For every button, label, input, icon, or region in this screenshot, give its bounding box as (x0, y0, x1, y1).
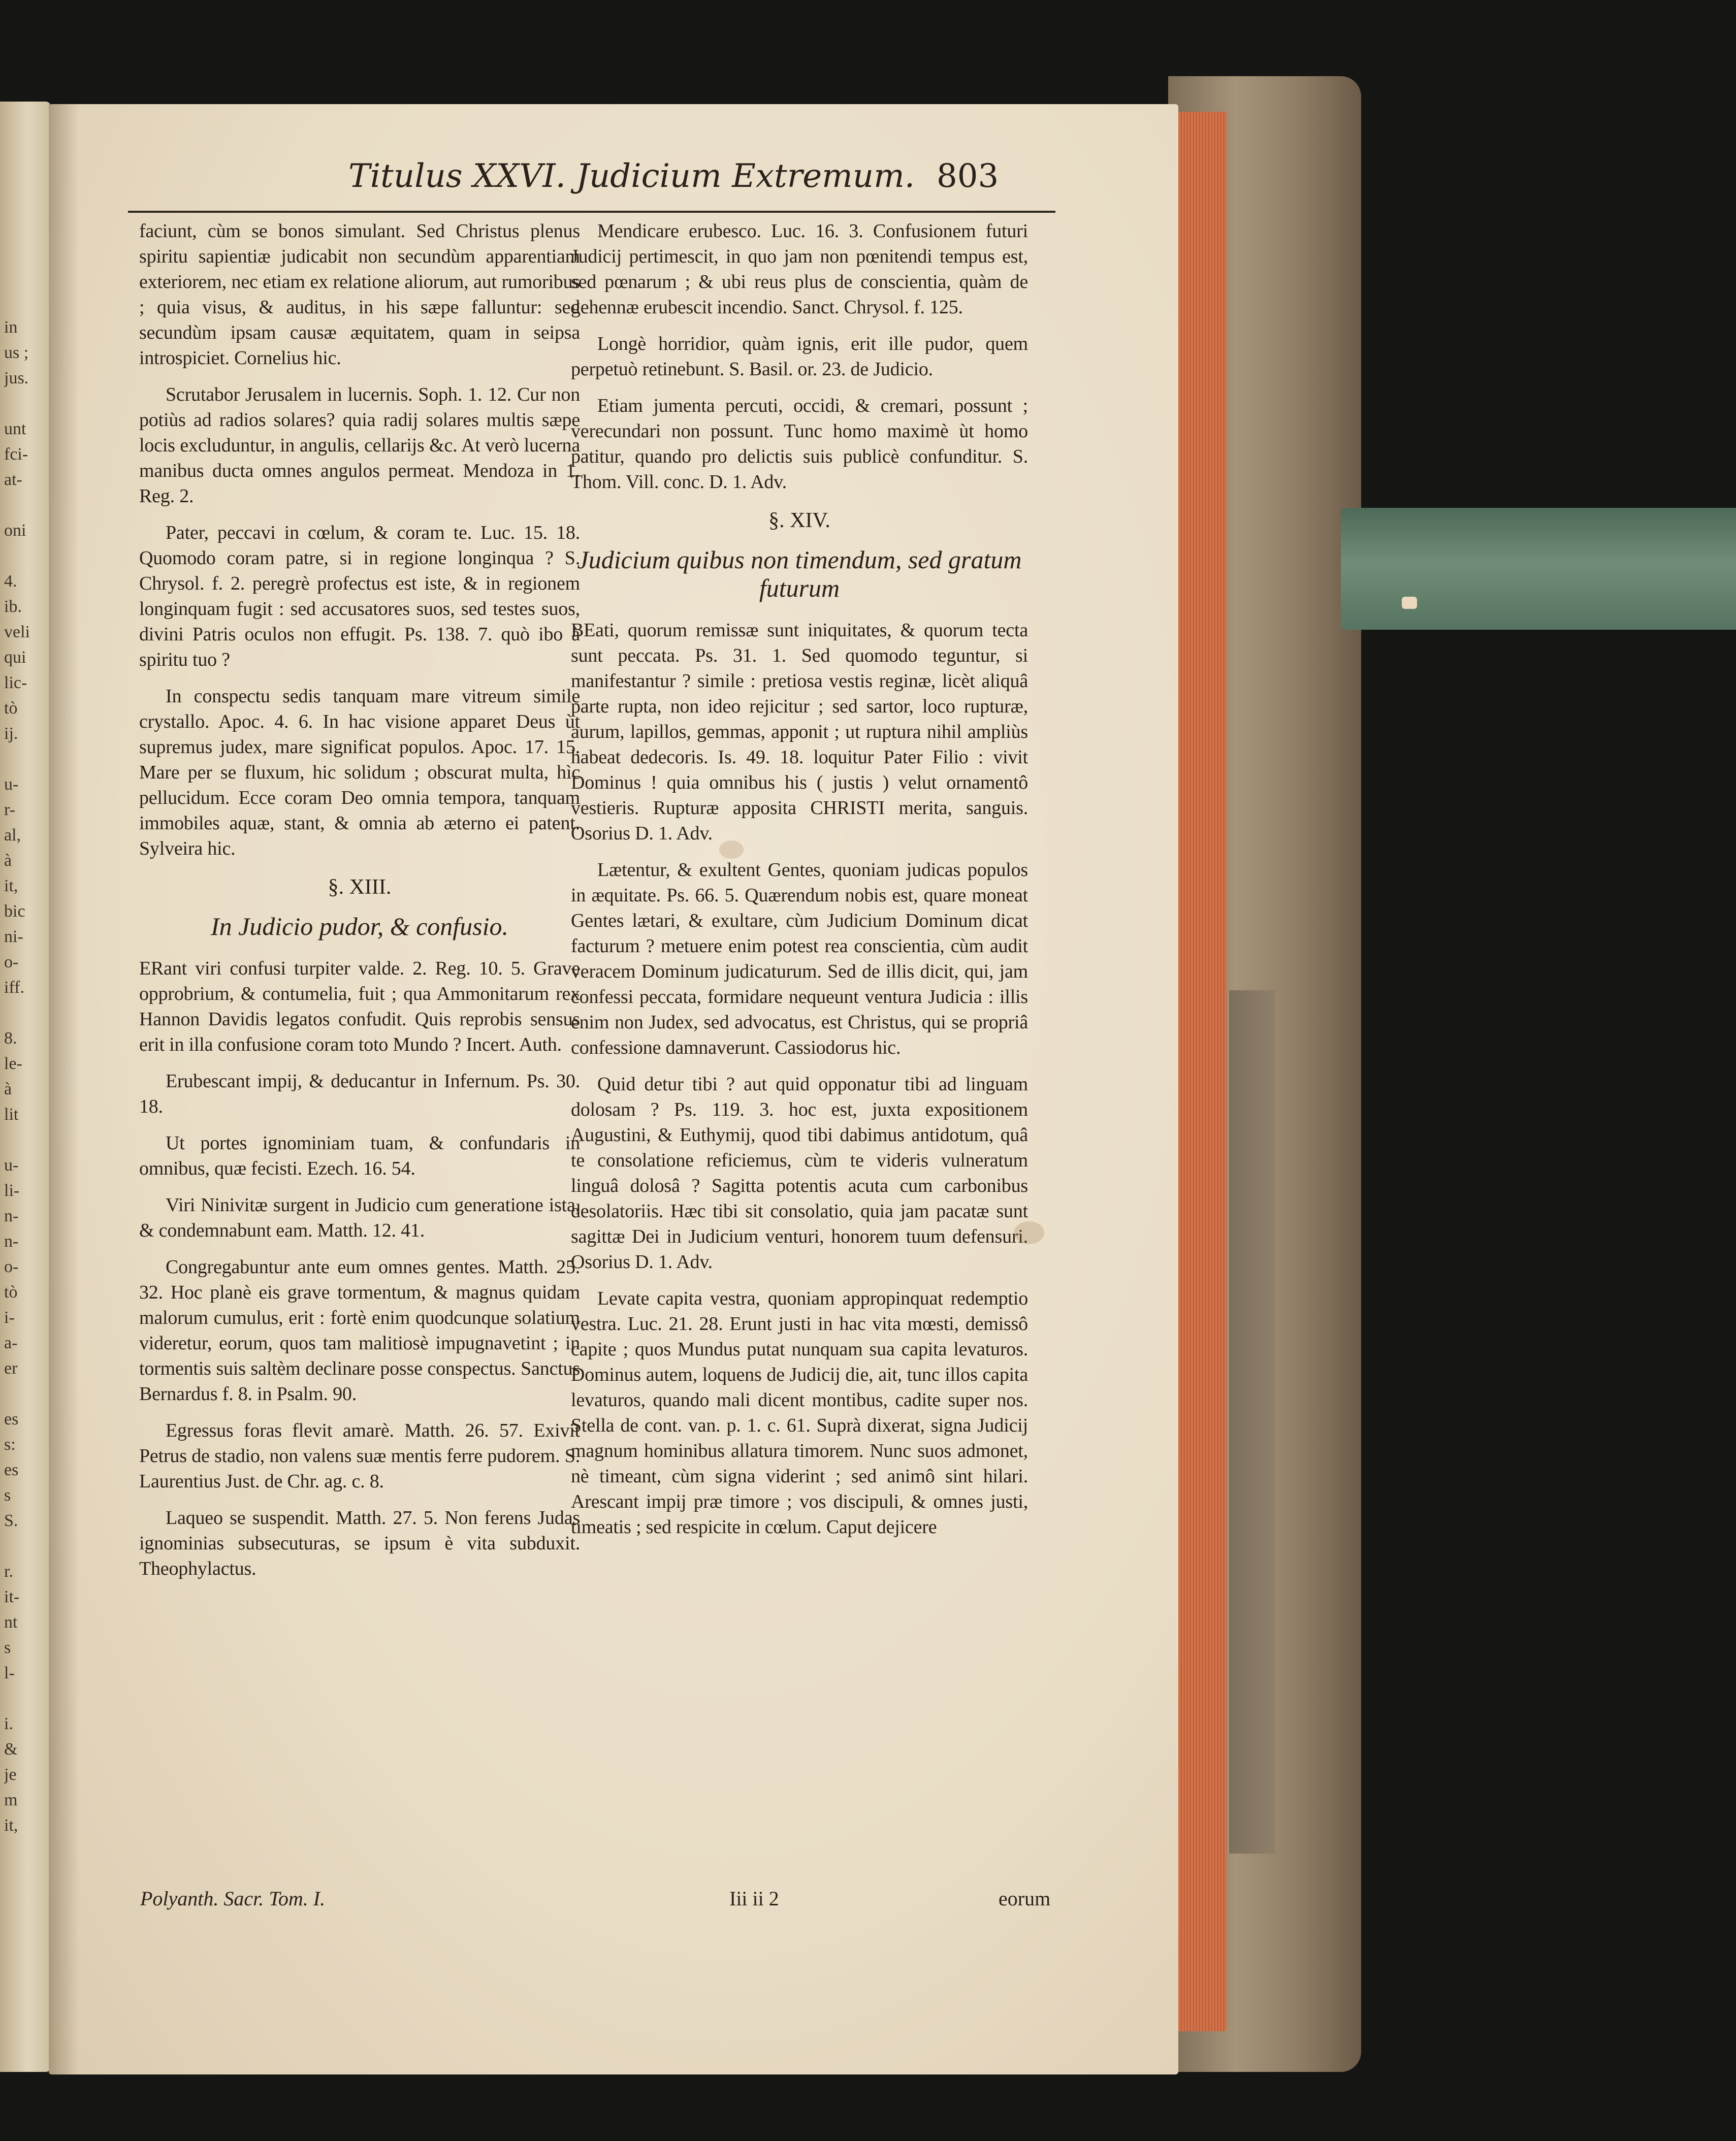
page-number: 803 (937, 157, 999, 195)
running-title: Titulus XXVI. Judicium Extremum. (348, 157, 915, 195)
paragraph: Pater, peccavi in cœlum, & coram te. Luc. 15. 18. Quomodo coram patre, si in regione longinqua ? S. Chrysol. f. 2. peregrè profectus est iste, & in regionem longinquam fugit : sed accusatores suos, sed testes suos, divini Patris oculos non effugit. Ps. 138. 7. quò ibo à spiritu tuo ? (139, 522, 580, 670)
margin-fragment (4, 1534, 45, 1559)
margin-fragment: i. (4, 1714, 13, 1733)
right-column (571, 218, 1028, 1551)
paragraph: Ut portes ignominiam tuam, & confundaris in omnibus, quæ fecisti. Ezech. 16. 54. (139, 1132, 580, 1179)
margin-fragment: at- (4, 470, 22, 489)
margin-fragment: it, (4, 877, 18, 895)
paragraph: faciunt, cùm se bonos simulant. Sed Christus plenus spiritu sapientiæ judicabit non secundùm apparentiam exteriorem, nec etiam ex relatione aliorum, aut rumoribus ; quia visus, & auditus, in his sæpe falluntur: sed secundùm ipsam causæ æquitatem, quam in seipsa introspiciet. Cornelius hic. (139, 220, 580, 369)
margin-fragment: u- (4, 775, 19, 794)
margin-fragment: it, (4, 1816, 18, 1835)
margin-fragment: es (4, 1461, 19, 1479)
paragraph: ERant viri confusi turpiter valde. 2. Reg. 10. 5. Grave opprobrium, & contumelia, fuit ; qua Ammonitarum rex Hannon Davidis legatos confudit. Quis reprobis sensus erit in illa confusione coram toto Mundo ? Incert. Auth. (139, 958, 580, 1055)
margin-fragment: o- (4, 1257, 19, 1276)
margin-fragment (4, 1686, 45, 1711)
paragraph: BEati, quorum remissæ sunt iniquitates, & quorum tecta sunt peccata. Ps. 31. 1. Sed quomodo teguntur, si manifestantur ? simile : pretiosa vestis reginæ, licèt aliquâ parte rupta, non ideo rejicitur ; sed sartor, loco rupturæ, aurum, lapillos, gemmas, apponit ; ut ruptura nihil ampliùs habeat dedecoris. Is. 49. 18. loquitur Pater Filio : vivit Dominus ! quia omnibus his ( justis ) velut ornamentô vestieris. Rupturæ apposita CHRISTI merita, sanguis. Osorius D. 1. Adv. (571, 620, 1028, 844)
margin-fragment: us ; (4, 343, 29, 362)
margin-fragment: veli (4, 623, 30, 641)
margin-fragment (4, 1381, 45, 1407)
margin-fragment: oni (4, 521, 26, 540)
margin-fragment: er (4, 1359, 18, 1378)
margin-fragment: à (4, 1080, 12, 1098)
margin-fragment: n- (4, 1232, 19, 1251)
margin-fragment: lit (4, 1105, 19, 1124)
catchword: eorum (999, 1887, 1051, 1910)
paragraph: In conspectu sedis tanquam mare vitreum simile crystallo. Apoc. 4. 6. In hac visione apparet Deus ùt supremus judex, mare significat populos. Apoc. 17. 15. Mare per se fluxum, hic solidum ; obscurat multa, hìc pellucidum. Ecce coram Deo omnia tempora, tanquam immobiles aquæ, stant, & omnia ab æterno ei patent. Sylveira hic. (139, 686, 580, 859)
book-page (49, 104, 1178, 2074)
margin-fragment: in (4, 318, 18, 337)
margin-fragment: l- (4, 1664, 15, 1682)
margin-fragment: ij. (4, 724, 18, 743)
margin-fragment: s (4, 1638, 11, 1657)
margin-fragment: & (4, 1740, 18, 1759)
margin-fragment: unt (4, 419, 26, 438)
margin-fragment: s: (4, 1435, 16, 1454)
margin-fragment: iff. (4, 978, 24, 997)
margin-fragment (4, 543, 45, 569)
paragraph: Levate capita vestra, quoniam appropinquat redemptio vestra. Luc. 21. 28. Erunt justi in hac vita mœsti, demissô capite ; quos Mundus putat nunquam sua capita levaturos. Dominus autem, loquens de Judicij die, ait, tunc illos capita levaturos, quando mali dicent montibus, cadite super nos. Stella de cont. van. p. 1. c. 61. Suprà dixerat, signa Judicij magnum hominibus allatura timorem. Nunc suos admonet, nè timeant, cùm signa viderint ; sed animô sint hilari. Arescant impij præ timore ; vos discipuli, & omnes justi, timeatis ; sed respicite in cœlum. Caput dejicere (571, 1288, 1028, 1538)
margin-fragment: tò (4, 1283, 18, 1302)
footer-signature: Polyanth. Sacr. Tom. I. (140, 1887, 326, 1910)
margin-fragment: ni- (4, 927, 23, 946)
margin-fragment: a- (4, 1334, 18, 1352)
margin-fragment: nt (4, 1613, 18, 1632)
margin-fragment: r. (4, 1562, 13, 1581)
margin-fragment: ib. (4, 597, 22, 616)
margin-fragment: al, (4, 826, 21, 845)
margin-fragment (4, 747, 45, 772)
gathering-mark: Iii ii 2 (729, 1887, 779, 1910)
header-rule (128, 211, 1055, 213)
section-title: Judicium quibus non timendum, sed gratum futurum (577, 545, 1022, 602)
paragraph: Congregabuntur ante eum omnes gentes. Matth. 25. 32. Hoc planè eis grave tormentum, & magnus quidam malorum cumulus, erit : fortè enim quodcunque solatium videretur, eorum, quos tam malitiosè impugnavetint ; in tormentis suis saltèm declinare posse conspectus. Sanctus Bernardus f. 8. in Psalm. 90. (139, 1256, 580, 1405)
clasp-strap (1341, 508, 1736, 630)
margin-fragment: le- (4, 1054, 22, 1073)
margin-fragment: 8. (4, 1029, 17, 1048)
margin-fragment (4, 391, 45, 416)
previous-page-fragments (4, 315, 45, 1838)
paragraph: Longè horridior, quàm ignis, erit ille pudor, quem perpetuò retinebunt. S. Basil. or. 23. de Judicio. (571, 333, 1028, 380)
margin-fragment: es (4, 1410, 19, 1429)
section-heading: §. XIII. (328, 875, 392, 899)
foxing-stain (719, 840, 744, 859)
paragraph: Etiam jumenta percuti, occidi, & cremari, possunt ; verecundari non possunt. Tunc homo maximè ùt homo patitur, quando pro delictis suis publicè confunditur. S. Thom. Vill. conc. D. 1. Adv. (571, 395, 1028, 493)
clasp-rivet (1402, 597, 1417, 609)
paragraph: Erubescant impij, & deducantur in Infernum. Ps. 30. 18. (139, 1070, 580, 1117)
margin-fragment: qui (4, 648, 26, 667)
red-page-edges (1178, 112, 1227, 2031)
previous-page-edge (0, 102, 51, 2072)
margin-fragment: n- (4, 1207, 19, 1225)
paragraph: Scrutabor Jerusalem in lucernis. Soph. 1. 12. Cur non potiùs ad radios solares? quia radij solares multis sæpe locis excluduntur, in angulis, cellarijs &c. At verò lucerna manibus ducta omnes angulos permeat. Mendoza in 1. Reg. 2. (139, 384, 580, 507)
margin-fragment: i- (4, 1308, 15, 1327)
margin-fragment: je (4, 1765, 17, 1784)
margin-fragment: 4. (4, 572, 17, 591)
margin-fragment (4, 493, 45, 518)
margin-fragment: o- (4, 953, 19, 971)
margin-fragment: lic- (4, 673, 27, 692)
foxing-stain (1014, 1221, 1044, 1244)
paragraph: Mendicare erubesco. Luc. 16. 3. Confusionem futuri Judicij pertimescit, in quo jam non pœnitendi tempus est, sed pœnarum ; & ubi reus plus de conscientia, quàm de gehennæ erubescit incendio. Sanct. Chrysol. f. 125. (571, 220, 1028, 318)
margin-fragment (4, 1127, 45, 1153)
margin-fragment: li- (4, 1181, 20, 1200)
paragraph: Lætentur, & exultent Gentes, quoniam judicas populos in æquitate. Ps. 66. 5. Quærendum nobis est, quare moneat Gentes lætari, & exultare, cùm Judicium Dominum dicat facturum ? metuere enim potest rea conscientia, cùm audit veracem Dominum judicaturum. Sed de illis dicit, qui, jam confessi peccata, formidare nequeunt ventura Judicia : illis enim non Judex, sed advocatus, est Christus, qui se propriâ confessione damnaverunt. Cassiodorus hic. (571, 859, 1028, 1058)
margin-fragment: tò (4, 699, 18, 718)
margin-fragment: it- (4, 1587, 20, 1606)
margin-fragment (4, 1000, 45, 1026)
section-title: In Judicio pudor, & confusio. (210, 912, 509, 940)
left-column (139, 218, 580, 1593)
margin-fragment: fci- (4, 445, 28, 464)
margin-fragment: bic (4, 902, 25, 921)
margin-fragment: r- (4, 800, 15, 819)
margin-fragment: jus. (4, 369, 29, 387)
paragraph: Viri Ninivitæ surgent in Judicio cum generatione ista, & condemnabunt eam. Matth. 12. 41. (139, 1194, 580, 1241)
margin-fragment: S. (4, 1511, 18, 1530)
margin-fragment: s (4, 1486, 11, 1505)
paragraph: Quid detur tibi ? aut quid opponatur tibi ad linguam dolosam ? Ps. 119. 3. hoc est, juxta expositionem Augustini, & Euthymij, quod tibi dabimus antidotum, quâ te consolatione reficiemus, cùm te videris vulneratum linguâ dolosâ ? Sagitta potentis acuta cum carbonibus desolatoriis. Hæc tibi sit consolatio, quia jam pacatæ sunt sagittæ Dei in Judicium venturi, honorem tuum defensuri. Osorius D. 1. Adv. (571, 1074, 1028, 1273)
section-heading: §. XIV. (768, 509, 830, 532)
paragraph: Laqueo se suspendit. Matth. 27. 5. Non ferens Judas ignominias subsecuturas, se ipsum è vita subduxit. Theophylactus. (139, 1507, 580, 1579)
margin-fragment: à (4, 851, 12, 870)
margin-fragment: u- (4, 1156, 19, 1175)
paragraph: Egressus foras flevit amarè. Matth. 26. 57. Exivit Petrus de stadio, non valens suæ mentis ferre pudorem. S. Laurentius Just. de Chr. ag. c. 8. (139, 1420, 580, 1492)
margin-fragment: m (4, 1791, 18, 1809)
